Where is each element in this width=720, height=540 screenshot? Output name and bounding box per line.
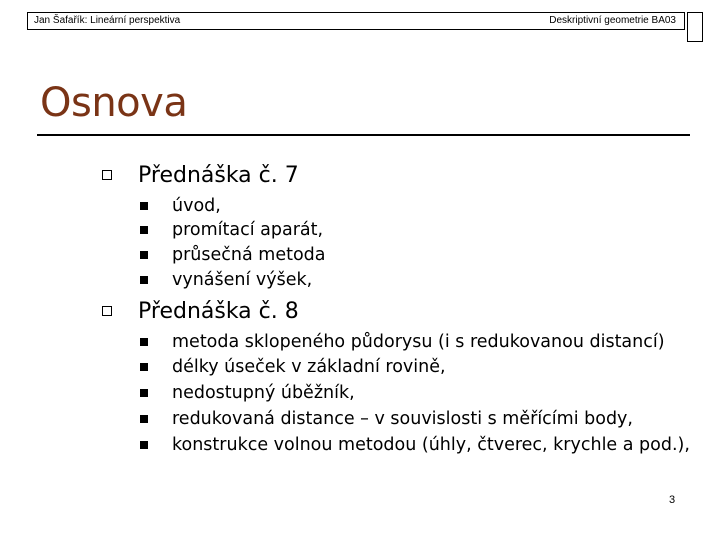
- list-item-text: vynášení výšek,: [172, 270, 313, 290]
- filled-square-bullet-icon: [140, 276, 148, 284]
- list-item-text: redukovaná distance – v souvislosti s měřícími body,: [172, 409, 633, 429]
- list-item-text: nedostupný úběžník,: [172, 383, 355, 403]
- list-item-text: délky úseček v základní rovině,: [172, 357, 446, 377]
- filled-square-bullet-icon: [140, 441, 148, 449]
- filled-square-bullet-icon: [140, 363, 148, 371]
- filled-square-bullet-icon: [140, 338, 148, 346]
- header-corner-box: [687, 12, 703, 42]
- slide-title: Osnova: [40, 80, 188, 126]
- filled-square-bullet-icon: [140, 226, 148, 234]
- list-item-text: promítací aparát,: [172, 220, 324, 240]
- list-item-text: metoda sklopeného půdorysu (i s redukovanou distancí): [172, 332, 665, 352]
- filled-square-bullet-icon: [140, 389, 148, 397]
- header-course: Deskriptivní geometrie BA03: [549, 15, 676, 26]
- section-label: Přednáška č. 7: [138, 163, 299, 188]
- page-number: 3: [669, 494, 676, 506]
- slide-header: [27, 12, 685, 30]
- header-author-title: Jan Šafařík: Lineární perspektiva: [34, 15, 181, 26]
- filled-square-bullet-icon: [140, 251, 148, 259]
- hollow-square-bullet-icon: [102, 306, 112, 316]
- section-label: Přednáška č. 8: [138, 299, 299, 324]
- title-underline: [37, 134, 690, 136]
- list-item-text: úvod,: [172, 196, 221, 216]
- hollow-square-bullet-icon: [102, 170, 112, 180]
- list-item-text: konstrukce volnou metodou (úhly, čtverec, krychle a pod.),: [172, 435, 690, 455]
- filled-square-bullet-icon: [140, 202, 148, 210]
- list-item-text: průsečná metoda: [172, 245, 326, 265]
- filled-square-bullet-icon: [140, 415, 148, 423]
